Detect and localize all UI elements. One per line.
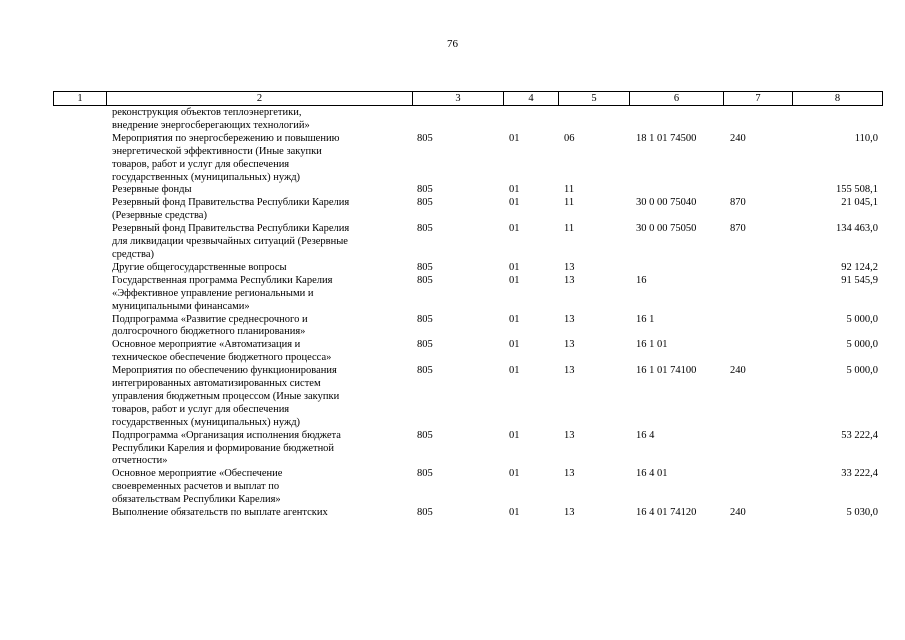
chapter-code: 805 <box>417 261 433 273</box>
chapter-code: 805 <box>417 197 433 209</box>
chapter-code: 805 <box>417 339 433 351</box>
chapter-code: 805 <box>417 429 433 441</box>
target-article-code: 16 1 01 74100 <box>636 365 697 377</box>
table-row <box>0 339 905 365</box>
section-code: 01 <box>509 429 520 441</box>
section-code: 01 <box>509 184 520 196</box>
table-row <box>0 275 905 314</box>
column-header-8: 8 <box>834 93 841 104</box>
row-name: Мероприятия по энергосбережению и повышению энергетической эффективности (Иные закупки товаров, работ и услуг для обеспечения государственных (муниципальных) нужд) <box>112 132 340 183</box>
section-code: 01 <box>509 339 520 351</box>
table-row <box>0 314 905 340</box>
section-code: 01 <box>509 313 520 325</box>
chapter-code: 805 <box>417 132 433 144</box>
amount-value: 92 124,2 <box>841 261 878 273</box>
amount-value: 33 222,4 <box>841 468 878 480</box>
column-header-7: 7 <box>724 92 793 105</box>
page-number: 76 <box>447 38 458 50</box>
chapter-code: 805 <box>417 507 433 519</box>
row-name: Другие общегосударственные вопросы <box>112 261 287 273</box>
chapter-code: 805 <box>417 365 433 377</box>
subsection-code: 13 <box>564 274 575 286</box>
column-header-1: 1 <box>54 92 107 105</box>
row-name: Резервный фонд Правительства Республики Карелия для ликвидации чрезвычайных ситуаций (Резервные средства) <box>112 223 350 260</box>
subsection-code: 13 <box>564 507 575 519</box>
table-row <box>0 223 905 262</box>
section-code: 01 <box>509 507 520 519</box>
table-row <box>0 184 905 197</box>
target-article-code: 30 0 00 75040 <box>636 197 697 209</box>
table-row <box>0 262 905 275</box>
amount-value: 134 463,0 <box>836 223 878 235</box>
column-header-3: 3 <box>413 92 504 105</box>
amount-value: 5 000,0 <box>846 339 878 351</box>
table-column-header-row <box>53 91 883 106</box>
row-name: Основное мероприятие «Обеспечение своевременных расчетов и выплат по обязательствам Республики Карелия» <box>112 468 283 506</box>
subsection-code: 13 <box>564 429 575 441</box>
row-name: Основное мероприятие «Автоматизация и техническое обеспечение бюджетного процесса» <box>112 339 332 364</box>
table-row <box>0 133 905 185</box>
table-body <box>0 107 905 520</box>
chapter-code: 805 <box>417 313 433 325</box>
expense-type-code: 870 <box>730 223 746 235</box>
expense-type-code: 240 <box>730 132 746 144</box>
chapter-code: 805 <box>417 184 433 196</box>
target-article-code: 30 0 00 75050 <box>636 223 697 235</box>
table-row <box>0 468 905 507</box>
expense-type-code: 240 <box>730 365 746 377</box>
section-code: 01 <box>509 274 520 286</box>
subsection-code: 11 <box>564 197 575 209</box>
table-row <box>0 107 905 133</box>
row-name: Резервный фонд Правительства Республики Карелия (Резервные средства) <box>112 197 350 222</box>
subsection-code: 06 <box>564 132 575 144</box>
column-header-2: 2 <box>107 92 413 105</box>
target-article-code: 16 1 01 <box>636 339 668 351</box>
row-name: реконструкция объектов теплоэнергетики, внедрение энергосберегающих технологий» <box>112 107 310 131</box>
table-row <box>0 507 905 520</box>
column-header-6: 6 <box>630 92 724 105</box>
target-article-code: 16 4 01 74120 <box>636 507 697 519</box>
row-name: Мероприятия по обеспечению функционирования интегрированных автоматизированных систем управления бюджетным процессом (Иные закупки товаров, работ и услуг для обеспечения государственных (муниципальных) нужд) <box>112 365 340 428</box>
subsection-code: 13 <box>564 339 575 351</box>
target-article-code: 16 1 <box>636 313 655 325</box>
amount-value: 5 000,0 <box>846 313 878 325</box>
subsection-code: 13 <box>564 468 575 480</box>
section-code: 01 <box>509 197 520 209</box>
target-article-code: 16 4 <box>636 429 655 441</box>
subsection-code: 13 <box>564 365 575 377</box>
subsection-code: 11 <box>564 223 575 235</box>
table-row <box>0 430 905 469</box>
amount-value: 5 000,0 <box>846 365 878 377</box>
table-row <box>0 365 905 430</box>
chapter-code: 805 <box>417 274 433 286</box>
section-code: 01 <box>509 365 520 377</box>
expense-type-code: 240 <box>730 507 746 519</box>
table-row <box>0 197 905 223</box>
row-name: Подпрограмма «Организация исполнения бюджета Республики Карелия и формирование бюджетной отчетности» <box>112 429 341 467</box>
target-article-code: 16 4 01 <box>636 468 668 480</box>
subsection-code: 13 <box>564 313 575 325</box>
subsection-code: 13 <box>564 261 575 273</box>
amount-value: 155 508,1 <box>836 184 878 196</box>
amount-value: 110,0 <box>854 132 878 144</box>
row-name: Выполнение обязательств по выплате агентских <box>112 507 328 519</box>
section-code: 01 <box>509 223 520 235</box>
amount-value: 5 030,0 <box>846 507 878 519</box>
column-header-4: 4 <box>504 92 559 105</box>
expense-type-code: 870 <box>730 197 746 209</box>
amount-value: 53 222,4 <box>841 429 878 441</box>
chapter-code: 805 <box>417 468 433 480</box>
amount-value: 21 045,1 <box>841 197 878 209</box>
row-name: Государственная программа Республики Карелия «Эффективное управление региональными и муниципальными финансами» <box>112 274 333 312</box>
section-code: 01 <box>509 132 520 144</box>
section-code: 01 <box>509 468 520 480</box>
target-article-code: 18 1 01 74500 <box>636 132 697 144</box>
amount-value: 91 545,9 <box>841 274 878 286</box>
chapter-code: 805 <box>417 223 433 235</box>
target-article-code: 16 <box>636 274 647 286</box>
section-code: 01 <box>509 261 520 273</box>
row-name: Резервные фонды <box>112 184 192 196</box>
row-name: Подпрограмма «Развитие среднесрочного и долгосрочного бюджетного планирования» <box>112 313 308 338</box>
subsection-code: 11 <box>564 184 575 196</box>
column-header-5: 5 <box>559 92 630 105</box>
